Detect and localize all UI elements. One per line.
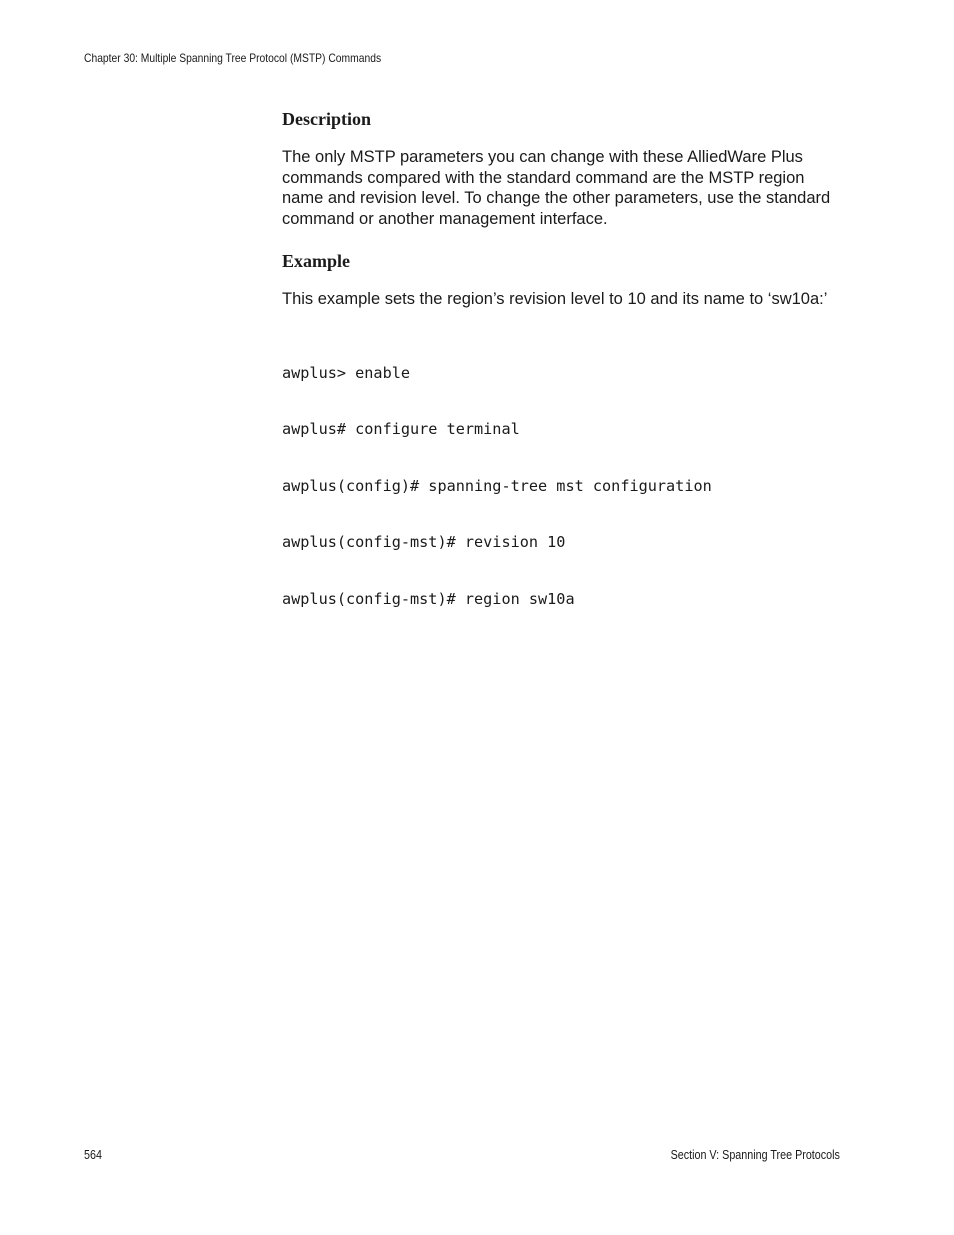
footer-section-title: Section V: Spanning Tree Protocols <box>670 1148 840 1162</box>
running-header: Chapter 30: Multiple Spanning Tree Protocol (MSTP) Commands <box>84 51 382 65</box>
page-content <box>282 108 842 646</box>
code-line: awplus(config-mst)# revision 10 <box>282 533 566 552</box>
code-line: awplus(config)# spanning-tree mst configuration <box>282 476 712 495</box>
description-heading: Description <box>282 109 371 129</box>
example-heading: Example <box>282 251 351 271</box>
code-line: awplus# configure terminal <box>282 420 520 439</box>
code-line: awplus> enable <box>282 364 411 383</box>
code-block <box>282 327 842 647</box>
page-number: 564 <box>84 1148 102 1162</box>
code-line: awplus(config-mst)# region sw10a <box>282 589 575 608</box>
description-paragraph: The only MSTP parameters you can change with these AlliedWare Plus commands compared with the standard command are the MSTP region name and revision level. To change the other parameters, use the standard command or another management interface. <box>282 148 831 228</box>
example-paragraph: This example sets the region’s revision level to 10 and its name to ‘sw10a:’ <box>282 290 828 308</box>
